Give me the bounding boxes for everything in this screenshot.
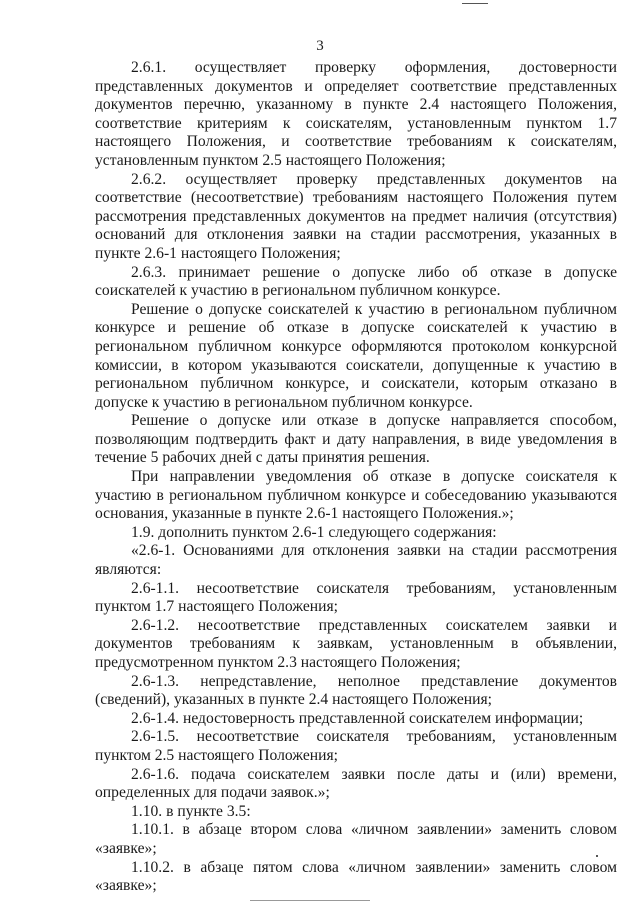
scan-mark [250, 900, 370, 901]
paragraph-2-6-1-2: 2.6-1.2. несоответствие представленных соискателем заявки и документов требованиям к заявкам, установленным в объявлении, предусмотренном пунктом 2.3 настоящего Положения; [95, 616, 617, 671]
page-number: 3 [316, 38, 324, 54]
paragraph-1-10-2: 1.10.2. в абзаце пятом слова «личном заявлении» заменить словом «заявке»; [95, 858, 617, 895]
paragraph-1-10-1: 1.10.1. в абзаце втором слова «личном заявлении» заменить словом «заявке»; [95, 821, 617, 857]
paragraph-2-6-1-grounds: «2.6-1. Основаниями для отклонения заявки на стадии рассмотрения являются: [95, 542, 617, 579]
scan-mark [462, 3, 488, 4]
paragraph-1-10: 1.10. в пункте 3.5: [131, 802, 251, 820]
paragraph-2-6-1-4: 2.6-1.4. недостоверность представленной соискателем информации; [131, 709, 584, 727]
paragraph-2-6-1: 2.6.1. осуществляет проверку оформления, достоверности представленных документов и определяет соответствие представленных документов перечню, указанному в пункте 2.4 настоящего Положения, соответствие критериям к соискателям, установленным пунктом 1.7 настоящего Положения, и соответствие требованиям к соискателям, установленным пунктом 2.5 настоящего Положения; [95, 59, 617, 169]
paragraph-2-6-1-3: 2.6-1.3. непредставление, неполное представление документов (сведений), указанных в пункте 2.4 настоящего Положения; [95, 672, 617, 709]
paragraph-2-6-1-1: 2.6-1.1. несоответствие соискателя требованиям, установленным пунктом 1.7 настоящего Положения; [95, 579, 617, 616]
paragraph-2-6-3: 2.6.3. принимает решение о допуске либо об отказе в допуске соискателей к участию в региональном публичном конкурсе. [95, 263, 617, 300]
paragraph-1-9: 1.9. дополнить пунктом 2.6-1 следующего содержания: [131, 523, 497, 541]
scan-mark [596, 855, 598, 857]
paragraph-protocol-decision: Решение о допуске соискателей к участию в региональном публичном конкурсе и решение об отказе в допуске соискателей к участию в региональном публичном конкурсе оформляются протоколом конкурсной комиссии, в котором указываются соискатели, допущенные к участию в региональном публичном конкурсе, и соискатели, которым отказано в допуске к участию в региональном публичном конкурсе. [95, 300, 617, 411]
paragraph-2-6-1-5: 2.6-1.5. несоответствие соискателя требованиям, установленным пунктом 2.5 настоящего Положения; [95, 728, 617, 764]
paragraph-2-6-1-6: 2.6-1.6. подача соискателем заявки после даты и (или) времени, определенных для подачи заявок.»; [95, 765, 617, 802]
paragraph-2-6-2: 2.6.2. осуществляет проверку представленных документов на соответствие (несоответствие) требованиям настоящего Положения путем рассмотрения представленных документов на предмет наличия (отсутствия) оснований для отклонения заявки на стадии рассмотрения, указанных в пункте 2.6-1 настоящего Положения; [95, 170, 617, 262]
document-body [95, 59, 617, 896]
paragraph-refusal-grounds: При направлении уведомления об отказе в допуске соискателя к участию в региональном публичном конкурсе и собеседованию указываются основания, указанные в пункте 2.6-1 настоящего Положения.»; [95, 468, 617, 523]
paragraph-notification: Решение о допуске или отказе в допуске направляется способом, позволяющим подтвердить факт и дату направления, в виде уведомления в течение 5 рабочих дней с даты принятия решения. [95, 412, 617, 467]
